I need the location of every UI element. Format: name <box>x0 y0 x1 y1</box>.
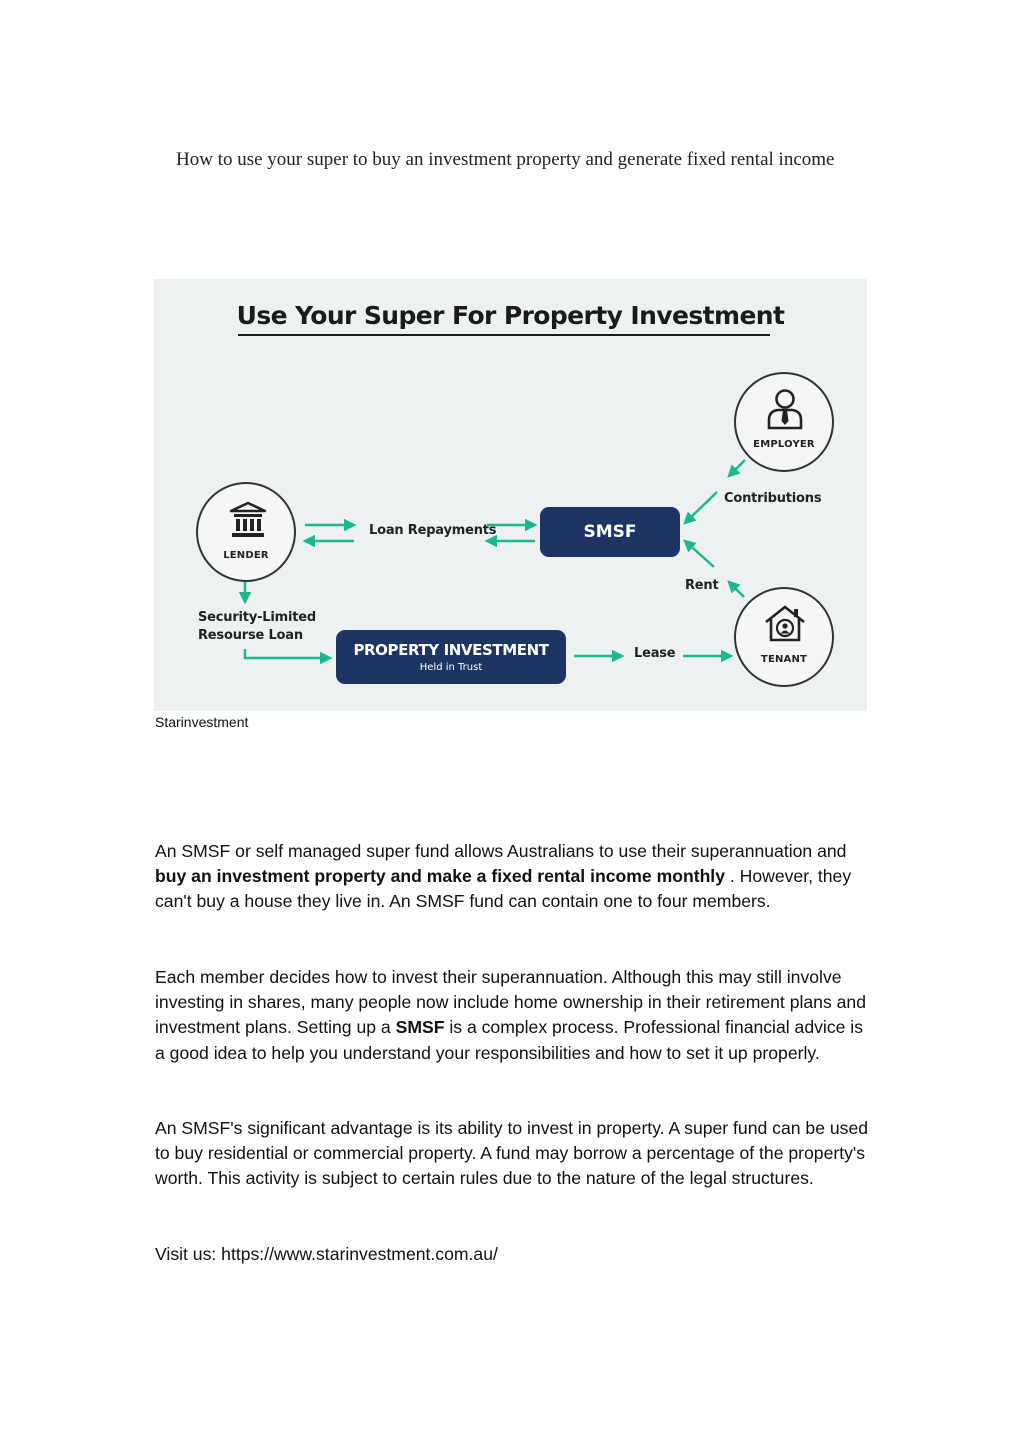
property-title: PROPERTY INVESTMENT <box>353 641 549 659</box>
tenant-node <box>734 587 834 687</box>
security-line1: Security-Limited <box>198 610 316 625</box>
rent-label: Rent <box>685 578 719 593</box>
smsf-box <box>540 507 680 557</box>
document-title: How to use your super to buy an investment property and generate fixed rental income <box>176 149 835 170</box>
figure-title: Use Your Super For Property Investment <box>236 301 785 330</box>
loan-repayments-label: Loan Repayments <box>369 523 497 538</box>
employer-node <box>734 372 834 472</box>
lender-node <box>196 482 296 582</box>
arrow-contrib-smsf <box>685 492 717 523</box>
property-investment-box <box>336 630 566 684</box>
arrow-rent-smsf <box>685 541 714 567</box>
property-subtitle: Held in Trust <box>419 662 483 673</box>
paragraph-3: An SMSF's significant advantage is its ability to invest in property. A super fund can be used to buy residential or commercial property. A fund may borrow a percentage of the property's worth. This activity is subject to certain rules due to the nature of the legal structures. <box>155 1118 869 1189</box>
figure-caption: Starinvestment <box>155 714 249 730</box>
arrow-loan-property <box>245 649 330 658</box>
paragraph-2-text-b: is a complex process. Professional financial advice is a good idea to help you understand your responsibilities and how to set it up properly. <box>155 1017 863 1063</box>
paragraph-2-text-a: Each member decides how to invest their superannuation. Although this may still involve investing in shares, many people now include home ownership in their retirement plans and investment plans. Setting up a <box>155 967 866 1038</box>
paragraph-1-text-a: An SMSF or self managed super fund allows Australians to use their superannuation and <box>155 841 847 861</box>
diagram-figure <box>154 279 867 711</box>
employer-label: EMPLOYER <box>753 439 815 450</box>
security-line2: Resourse Loan <box>198 628 303 643</box>
arrow-employer-down <box>729 460 745 476</box>
visit-link-paragraph[interactable]: Visit us: https://www.starinvestment.com.au/ <box>155 1244 498 1264</box>
security-loan-label <box>198 609 316 645</box>
title-underline <box>238 334 770 336</box>
lease-label: Lease <box>634 646 676 661</box>
paragraph-1-text-b: . However, they can't buy a house they live in. An SMSF fund can contain one to four members. <box>155 866 852 912</box>
paragraph-2-bold: SMSF <box>395 1017 445 1038</box>
house-person-icon <box>763 604 807 642</box>
paragraph-1 <box>155 839 870 915</box>
person-tie-icon <box>765 388 805 430</box>
lender-label: LENDER <box>223 550 269 561</box>
paragraph-1-bold: buy an investment property and make a fixed rental income monthly <box>155 866 725 887</box>
smsf-label: SMSF <box>583 522 637 542</box>
bank-icon <box>229 501 267 539</box>
tenant-label: TENANT <box>760 654 808 665</box>
arrow-tenant-up <box>729 582 744 597</box>
paragraph-2 <box>155 965 870 1066</box>
contributions-label: Contributions <box>724 491 822 506</box>
